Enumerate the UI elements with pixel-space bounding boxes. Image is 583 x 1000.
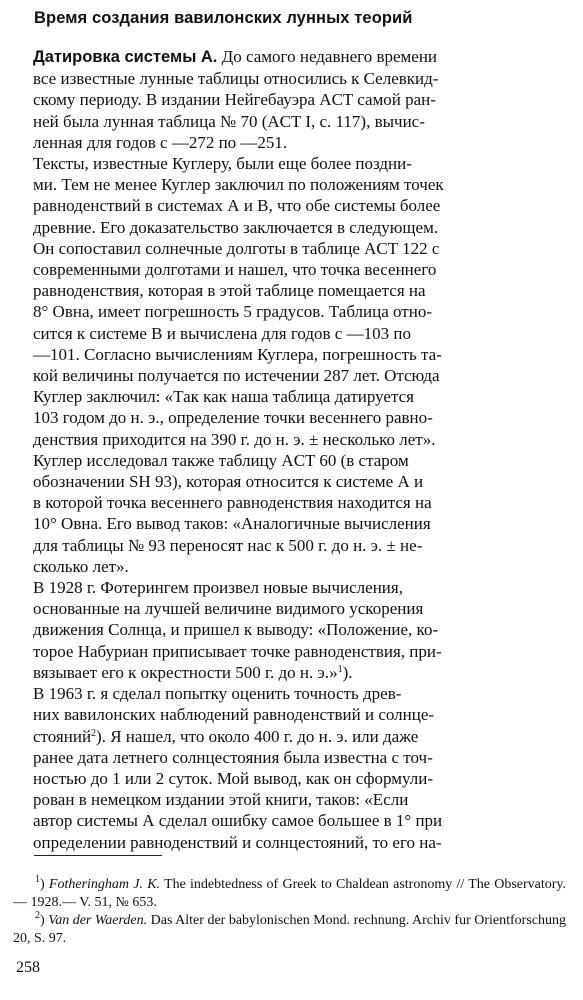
text-line: вязывает его к окрестности 500 г. до н. э.»$^1$). [33,662,353,682]
paragraph [13,46,566,153]
footnote-ref[interactable]: 1 [337,663,343,675]
footnotes [13,876,566,948]
text-line: 8° Овна, имеет погрешность 5 градусов. Таблица отно- [33,302,432,322]
footnote-rule [34,855,162,856]
text-line: Куглер исследовал также таблицу ACT 60 (в старом [33,450,409,470]
text-line: ней была лунная таблица № 70 (ACT I, с. 117), вычис- [33,111,425,131]
text-line: 10° Овна. Его вывод таков: «Аналогичные вычисления [33,514,431,534]
text-line: ностью до 1 или 2 суток. Мой вывод, как он сформули- [33,768,434,788]
paragraph [13,153,566,450]
page-number: 258 [16,959,40,976]
footnote-author: Fotheringham J. K. [48,877,161,892]
text-line: В 1928 г. Фотерингем произвел новые вычисления, [33,578,403,598]
footnote: $^1$) Fotheringham J. K. The indebtedness of Greek to Chaldean astronomy // The Observatory.— 1928.— V. 51, № 653. [13,874,567,910]
text-line: движения Солнца, и пришел к выводу: «Положение, ко- [33,620,439,640]
text-line: для таблицы № 93 переносят нас к 500 г. до н. э. ± не- [33,535,423,555]
text-line: ранее дата летнего солнцестояния была известна с точ- [33,747,433,767]
footnote-mark: 2 [35,910,40,921]
text-line: рован в немецком издании этой книги, таков: «Если [33,790,409,810]
text-line: 103 годом до н. э., определение точки весеннего равно- [33,408,433,428]
text-line: стояний$^2$). Я нашел, что около 400 г. до н. э. или даже [33,726,419,746]
text-line: Куглер заключил: «Так как наша таблица датируется [33,387,414,407]
text-line: сится к системе В и вычислена для годов с —103 по [33,323,411,343]
text-line: современными долготами и нашел, что точка весеннего [33,260,437,280]
text-line: все известные лунные таблицы относились к Селевкид- [33,69,439,89]
footnote-mark: 1 [35,874,40,885]
runin-heading: Датировка системы А. [33,48,218,66]
text-line: основанные на лучшей величине видимого ускорения [33,599,424,619]
footnote-ref[interactable]: 2 [91,727,97,739]
text-line: ми. Тем не менее Куглер заключил по положениям точек [33,175,444,195]
text-line: денствия приходится на 390 г. до н. э. ± несколько лет». [33,429,436,449]
text-line: них вавилонских наблюдений равноденствий и солнце- [33,705,435,725]
text-line: кой величины получается по истечении 287 лет. Отсюда [33,366,440,386]
text-line: обозначении SH 93), которая относится к системе А и [33,472,424,492]
text-line: Он сопоставил солнечные долготы в таблице ACT 122 с [33,238,440,258]
text-line: сколько лет». [33,556,129,576]
paragraph [13,577,566,683]
text-line: автор системы А сделал ошибку самое большее в 1° при [33,811,443,831]
text-line: Датировка системы А. До самого недавнего времени [33,47,438,66]
text-line: —101. Согласно вычислениям Куглера, погрешность та- [33,344,442,364]
paragraph [13,450,566,577]
text-line: Тексты, известные Куглеру, были еще более поздни- [33,154,412,174]
footnote: $^2$) Van der Waerden. Das Alter der babylonischen Mond. rechnung. Archiv fur Orientforschung 20, S. 97. [13,910,566,946]
text-line: скому периоду. В издании Нейгебауэра ACT самой ран- [33,90,436,110]
running-head: Время создания вавилонских лунных теорий [34,9,413,27]
text-line: определении равноденствий и солнцестояний, то его на- [33,832,442,852]
footnote-author: Van der Waerden. [48,913,148,928]
text-line: равноденствия, которая в этой таблице помещается на [33,281,426,301]
text-line: в которой точка весеннего равноденствия находится на [33,493,432,513]
text-line: равноденствий в системах А и В, что обе системы более [33,196,441,216]
text-line: В 1963 г. я сделал попытку оценить точность древ- [33,684,402,704]
text-line: древние. Его доказательство заключается в следующем. [33,217,439,237]
body-text [13,46,566,853]
text-line: ленная для годов с —272 по —251. [33,132,288,152]
paragraph [13,683,566,853]
text-line: торое Набуриан приписывает точке равноденствия, при- [33,641,442,661]
